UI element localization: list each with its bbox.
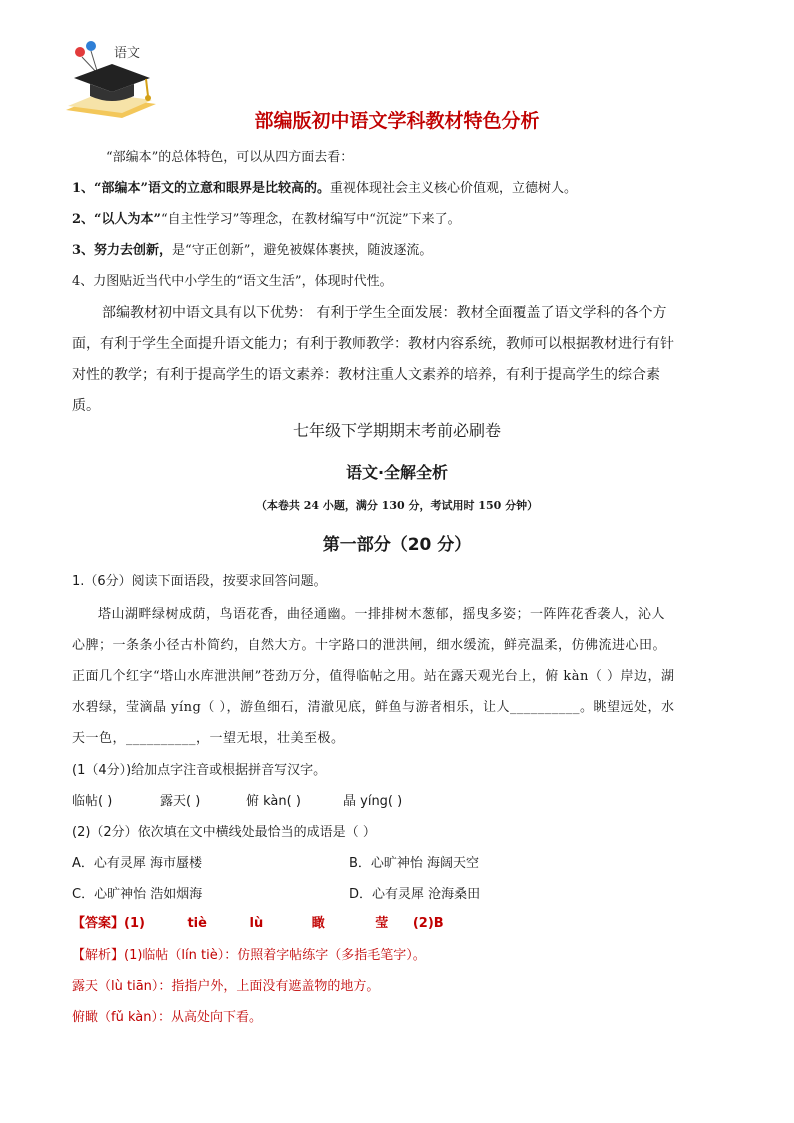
answer-part: 瞰 [311, 916, 325, 931]
summary-item-text: 重视体现社会主义核心价值观，立德树人。 [330, 181, 578, 196]
exam-note: （本卷共 24 小题，满分 130 分，考试用时 150 分钟） [255, 499, 539, 512]
answer-label: 【答案】(1) [72, 916, 145, 931]
option-d: D．心有灵犀 沧海桑田 [349, 887, 481, 902]
answer-part: 莹 [375, 916, 389, 931]
blank-4: 晶 yíng( ) [343, 794, 403, 809]
part-heading: 第一部分（20 分） [322, 535, 472, 555]
summary-item-1 [72, 177, 577, 196]
option-a: A．心有灵犀 海市蜃楼 [72, 856, 203, 871]
question-passage: 塔山湖畔绿树成荫，鸟语花香，曲径通幽。一排排树木葱郁，摇曳多姿；一阵阵花香袭人，沁人心脾；一条条小径古朴简约，自然大方。十字路口的泄洪闸，细水缓流，鲜亮温柔，仿佛流进心田。正面几个红字“塔山水库泄洪闸”苍劲万分，值得临帖之用。站在露天观光台上，俯 kàn（ ）岸边，湖水碧绿，莹滴晶 yíng（ ），游鱼细石，清澈见底，鲜鱼与游者相乐，让人__________。眺望远处，水天一色，__________，一望无垠，壮美至极。 [72, 607, 675, 746]
answer-part: tiè [187, 916, 207, 931]
option-c: C．心旷神怡 浩如烟海 [72, 887, 203, 902]
summary-item-bold: 1、“部编本”语文的立意和眼界是比较高的。 [72, 181, 331, 196]
summary-item-2 [72, 208, 461, 227]
summary-item-text: 是“守正创新”，避免被媒体裹挟，随波逐流。 [172, 243, 433, 258]
answer-line [72, 912, 444, 931]
summary-item-text: 4、力图贴近当代中小学生的“语文生活”，体现时代性。 [72, 274, 393, 289]
exam-title: 七年级下学期期末考前必刷卷 [292, 421, 501, 440]
summary-item-bold: 3、努力去创新， [72, 243, 173, 258]
subquestion-2: (2)（2分）依次填在文中横线处最恰当的成语是（ ） [72, 825, 376, 840]
summary-item-text: “自主性学习”等理念，在教材编写中“沉淀”下来了。 [161, 212, 461, 227]
advantages-paragraph: 部编教材初中语文具有以下优势： 有利于学生全面发展：教材全面覆盖了语文学科的各个方面，有利于学生全面提升语文能力；有利于教师教学：教材内容系统，教师可以根据教材进行有针对性的教学；有利于提高学生的语文素养：教材注重人文素养的培养，有利于提高学生的综合素质。 [72, 305, 674, 414]
blank-1: 临帖( ) [72, 794, 113, 809]
answer-part: lù [249, 916, 264, 931]
logo-label: 语文 [114, 46, 141, 61]
page-title: 部编版初中语文学科教材特色分析 [254, 110, 540, 132]
subquestion-1: (1（4分）)给加点字注音或根据拼音写汉字。 [72, 763, 327, 778]
summary-item-bold: 2、“以人为本” [72, 212, 162, 227]
blank-2: 露天( ) [160, 794, 201, 809]
analysis-line-3: 俯瞰（fǔ kàn）：从高处向下看。 [72, 1010, 262, 1025]
question-stem: 1.（6分）阅读下面语段，按要求回答问题。 [72, 574, 327, 589]
option-b: B．心旷神怡 海阔天空 [349, 856, 480, 871]
answer-part-2: (2)B [412, 916, 444, 931]
analysis-line-2: 露天（lù tiān）：指指户外，上面没有遮盖物的地方。 [72, 979, 380, 994]
summary-lead: “部编本”的总体特色，可以从四方面去看： [106, 150, 354, 165]
blank-3: 俯 kàn( ) [246, 794, 301, 809]
summary-item-4 [72, 270, 393, 289]
summary-item-3 [72, 239, 432, 258]
exam-subject: 语文·全解全析 [345, 463, 449, 482]
analysis-line-1: 【解析】(1)临帖（lín tiè）：仿照着字帖练字（多指毛笔字）。 [72, 948, 426, 963]
